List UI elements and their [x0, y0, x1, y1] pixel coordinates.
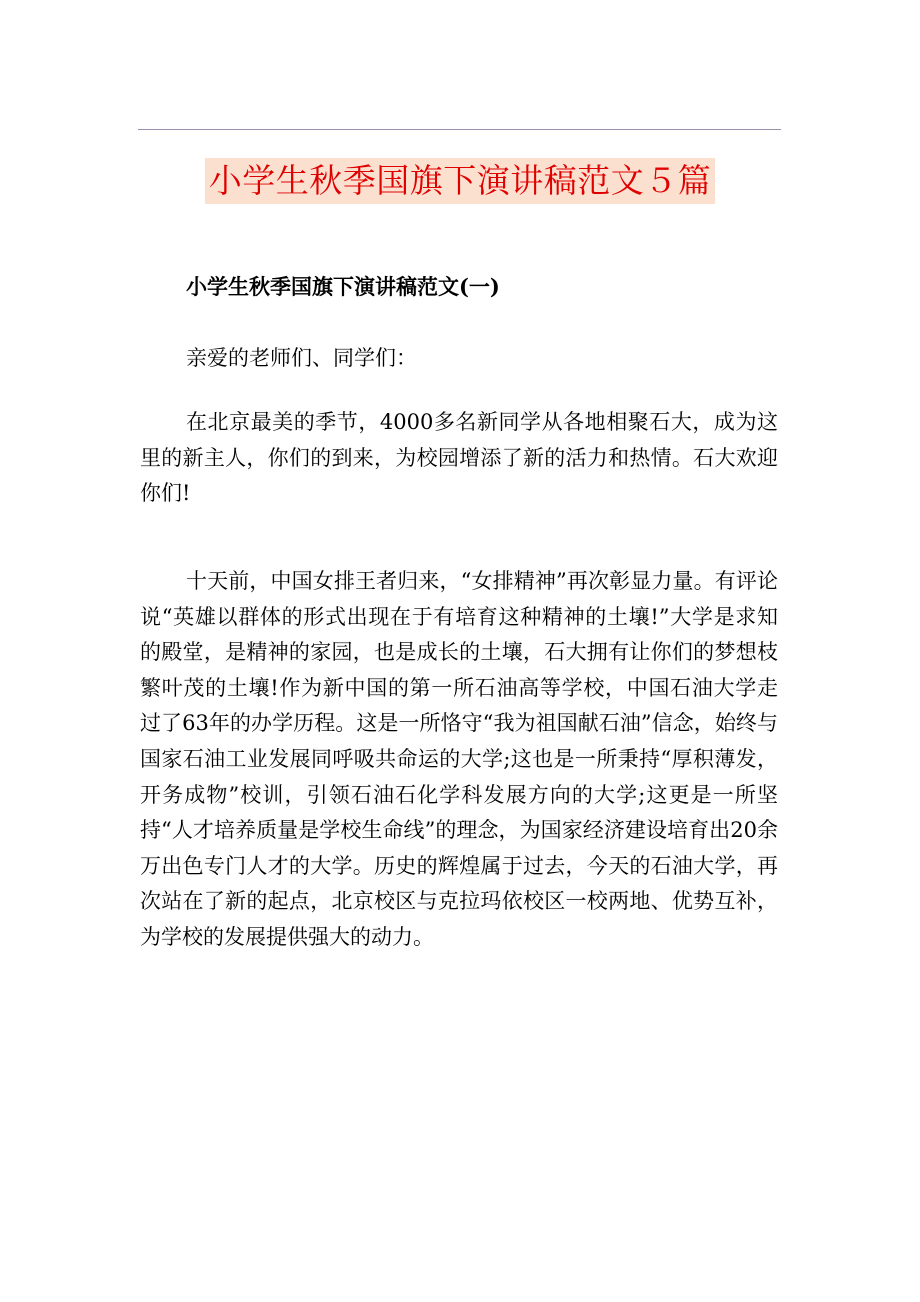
- document-title: 小学生秋季国旗下演讲稿范文５篇: [205, 158, 716, 204]
- title-container: [0, 158, 920, 204]
- body-paragraph-2: 十天前，中国女排王者归来，“女排精神”再次彰显力量。有评论说“英雄以群体的形式出现在于有培育这种精神的土壤!”大学是求知的殿堂，是精神的家园，也是成长的土壤，石大拥有让你们的梦想枝繁叶茂的土壤!作为新中国的第一所石油高等学校，中国石油大学走过了63年的办学历程。这是一所恪守“我为祖国献石油”信念，始终与国家石油工业发展同呼吸共命运的大学;这也是一所秉持“厚积薄发，开务成物”校训，引领石油石化学科发展方向的大学;这更是一所坚持“人才培养质量是学校生命线”的理念，为国家经济建设培育出20余万出色专门人才的大学。历史的辉煌属于过去，今天的石油大学，再次站在了新的起点，北京校区与克拉玛依校区一校两地、优势互补，为学校的发展提供强大的动力。: [140, 569, 778, 949]
- header-rule: [138, 129, 781, 130]
- body-paragraph-1: 在北京最美的季节，4000多名新同学从各地相聚石大，成为这里的新主人，你们的到来，为校园增添了新的活力和热情。石大欢迎你们!: [140, 410, 778, 506]
- greeting-paragraph: 亲爱的老师们、同学们：: [186, 346, 417, 370]
- section-heading: 小学生秋季国旗下演讲稿范文(一): [186, 274, 500, 299]
